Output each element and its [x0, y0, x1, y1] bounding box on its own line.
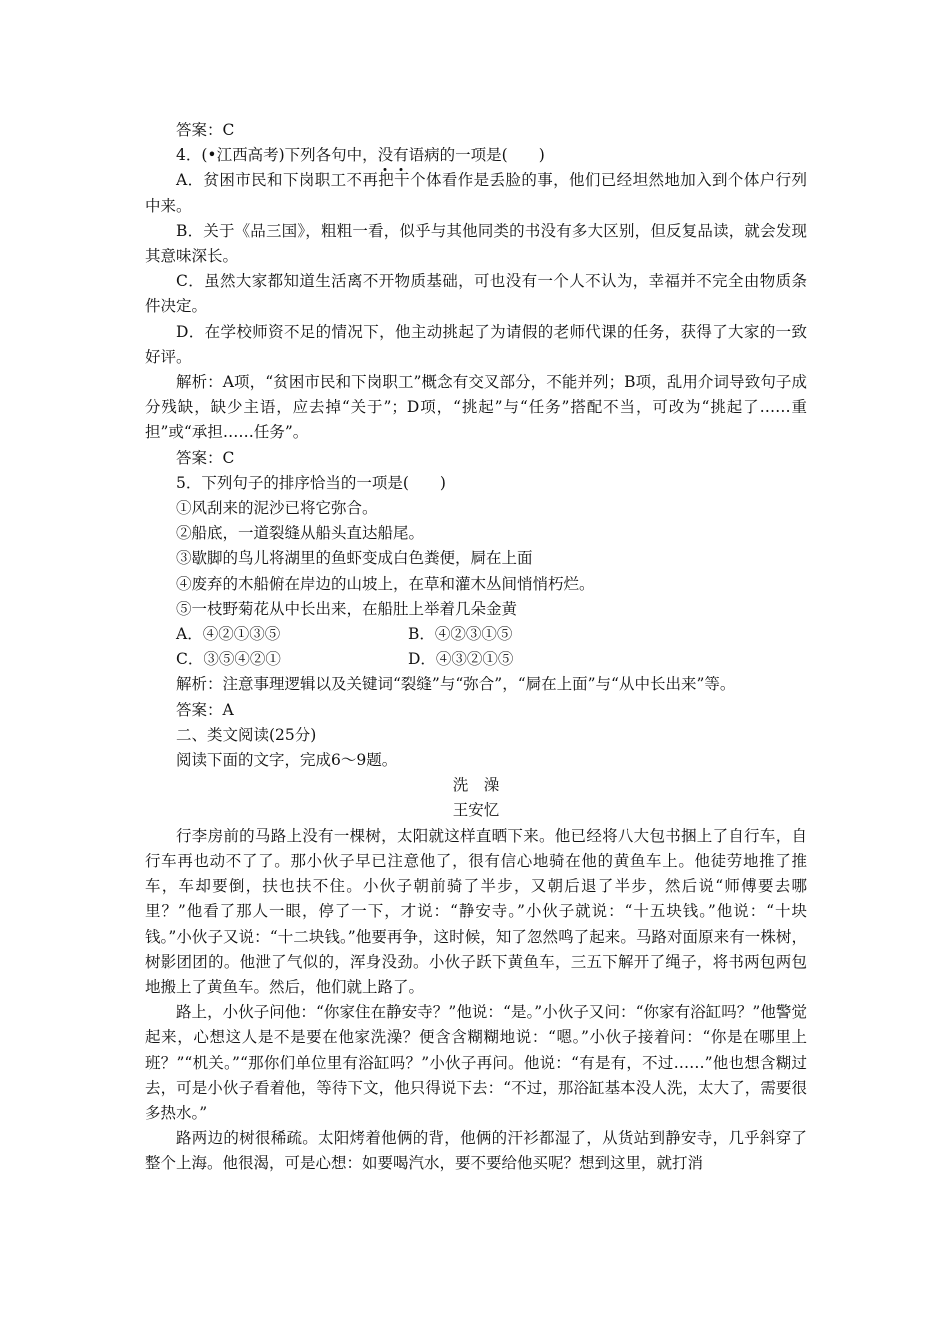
- choice-c: C．③⑤④②①: [176, 650, 281, 669]
- section-heading: 二、类文阅读(25分): [176, 725, 317, 744]
- question-4-stem: 4．(•江西高考)下列各句中，没有语病的一项是( ): [145, 143, 807, 168]
- choice-d: D．④③②①⑤: [408, 650, 514, 669]
- document-page: [145, 118, 807, 1177]
- question-4-answer: 答案：C: [176, 448, 235, 467]
- question-4-analysis: 解析：A项，“贫困市民和下岗职工”概念有交叉部分，不能并列；B项，乱用介词导致句子成分残缺，缺少主语，应去掉“关于”；D项，“挑起”与“任务”搭配不当，可改为“挑起了……重担”或“承担……任务”。: [145, 373, 807, 442]
- question-4-option-c: C．虽然大家都知道生活离不开物质基础，可也没有一个人不认为，幸福并不完全由物质条件决定。: [145, 272, 807, 316]
- choice-a: A．④②①③⑤: [176, 625, 281, 644]
- article-paragraph: 路上，小伙子问他：“你家住在静安寺？”他说：“是。”小伙子又问：“你家有浴缸吗？”他警觉起来，心想这人是不是要在他家洗澡？便含含糊糊地说：“嗯。”小伙子接着问：“你是在哪里上班？”“机关。”“那你们单位里有浴缸吗？”小伙子再问。他说：“有是有，不过……”他也想含糊过去，可是小伙子看着他，等待下文，他只得说下去：“不过，那浴缸基本没人洗，太大了，需要很多热水。”: [145, 1003, 807, 1122]
- question-5-choices-row2: [145, 647, 807, 672]
- question-4-option-d: D．在学校师资不足的情况下，他主动挑起了为请假的老师代课的任务，获得了大家的一致好评。: [145, 322, 807, 366]
- question-5-stem: 5．下列句子的排序恰当的一项是( ): [176, 473, 446, 492]
- answer-q3: 答案：C: [176, 121, 235, 139]
- question-5-analysis: 解析：注意事理逻辑以及关键词“裂缝”与“弥合”，“屙在上面”与“从中长出来”等。: [176, 675, 736, 694]
- question-4-option-a: A．贫困市民和下岗职工不再把干个体看作是丢脸的事，他们已经坦然地加入到个体户行列中来。: [145, 171, 807, 215]
- question-5-sentence: ①风刮来的泥沙已将它弥合。: [176, 499, 378, 518]
- emphasis-char: 有: [393, 143, 409, 168]
- question-5-sentence: ②船底，一道裂缝从船头直达船尾。: [176, 524, 425, 543]
- question-5-sentence: ⑤一枝野菊花从中长出来，在船肚上举着几朵金黄: [176, 599, 518, 618]
- article-paragraph: 路两边的树很稀疏。太阳烤着他俩的背，他俩的汗衫都湿了，从货站到静安寺，几乎斜穿了整个上海。他很渴，可是心想：如要喝汽水，要不要给他买呢？想到这里，就打消: [145, 1129, 807, 1173]
- choice-b: B．④②③①⑤: [408, 625, 513, 644]
- question-4-option-b: B．关于《品三国》，粗粗一看，似乎与其他同类的书没有多大区别，但反复品读，就会发现其意味深长。: [145, 221, 807, 266]
- article-author: 王安忆: [452, 801, 500, 820]
- question-5-choices-row1: [145, 622, 807, 647]
- article-paragraph: 行李房前的马路上没有一棵树，太阳就这样直晒下来。他已经将八大包书捆上了自行车，自行车再也动不了了。那小伙子早已注意他了，很有信心地骑在他的黄鱼车上。他徒劳地推了推车，车却要倒，扶也扶不住。小伙子朝前骑了半步，又朝后退了半步，然后说“师傅要去哪里？”他看了那人一眼，停了一下，才说：“静安寺。”小伙子就说：“十五块钱。”他说：“十块钱。”小伙子又说：“十二块钱。”他要再争，这时候，知了忽然鸣了起来。马路对面原来有一株树，树影团团的。他泄了气似的，浑身没劲。小伙子跃下黄鱼车，三五下解开了绳子，将书两包两包地搬上了黄鱼车。然后，他们就上路了。: [145, 826, 807, 996]
- question-5-sentence: ④废弃的木船俯在岸边的山坡上，在草和灌木丛间悄悄朽烂。: [176, 574, 595, 593]
- emphasis-char: 没: [378, 143, 394, 168]
- article-title: 洗 澡: [452, 776, 500, 795]
- section-instruction: 阅读下面的文字，完成6～9题。: [176, 751, 398, 770]
- question-5-answer: 答案：A: [176, 700, 234, 719]
- question-5-sentence: ③歇脚的鸟儿将湖里的鱼虾变成白色粪便，屙在上面: [176, 549, 533, 568]
